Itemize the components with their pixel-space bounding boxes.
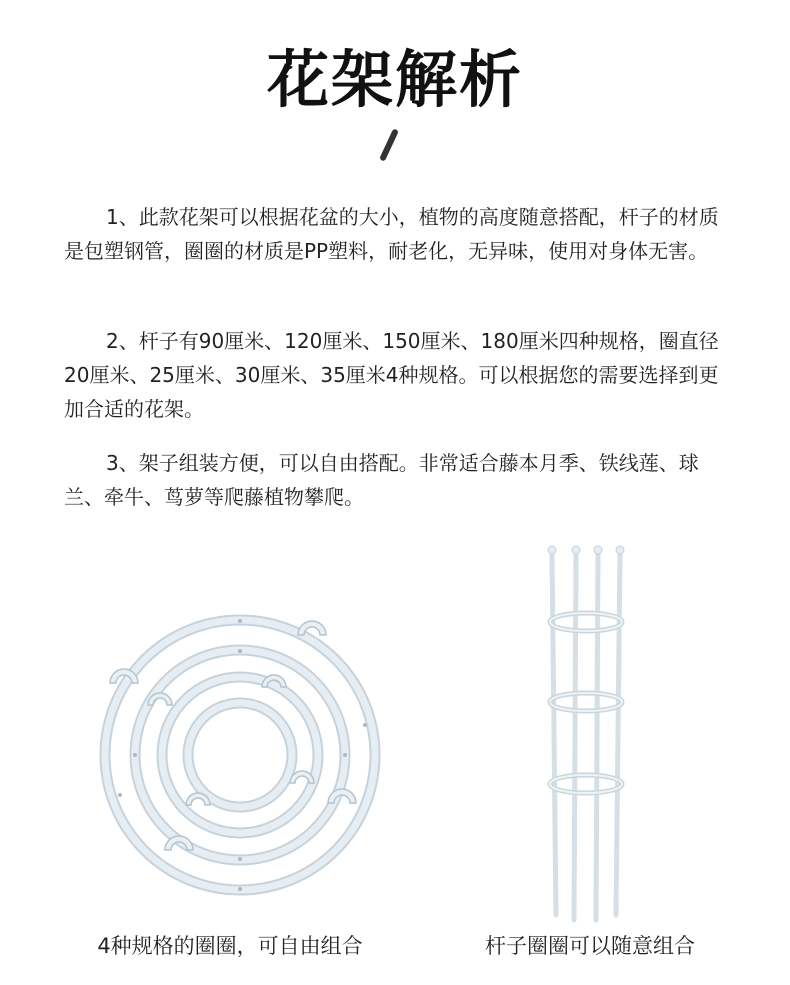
trellis-illustration [530,540,640,930]
stake [574,552,576,920]
stake [616,552,620,915]
clip [298,621,326,635]
decorative-slash [379,128,399,161]
stake [596,552,598,920]
paragraph-material: 1、此款花架可以根据花盆的大小，植物的高度随意搭配，杆子的材质是包塑钢管，圈圈的材质是PP塑料，耐老化，无异味，使用对身体无害。 [64,205,719,263]
paragraph-assembly: 3、架子组装方便，可以自由搭配。非常适合藤本月季、铁线莲、球兰、牵牛、茑萝等爬藤植物攀爬。 [64,451,699,509]
page-title: 花架解析 [266,43,523,116]
caption-rings: 4种规格的圈圈，可自由组合 [97,934,363,958]
paragraph-sizes: 2、杆子有90厘米、120厘米、150厘米、180厘米四种规格，圈直径20厘米、25厘米、30厘米、35厘米4种规格。可以根据您的需要选择到更加合适的花架。 [64,329,719,421]
caption-trellis: 杆子圈圈可以随意组合 [485,934,695,958]
rings-illustration [90,605,390,905]
stake [552,552,556,915]
